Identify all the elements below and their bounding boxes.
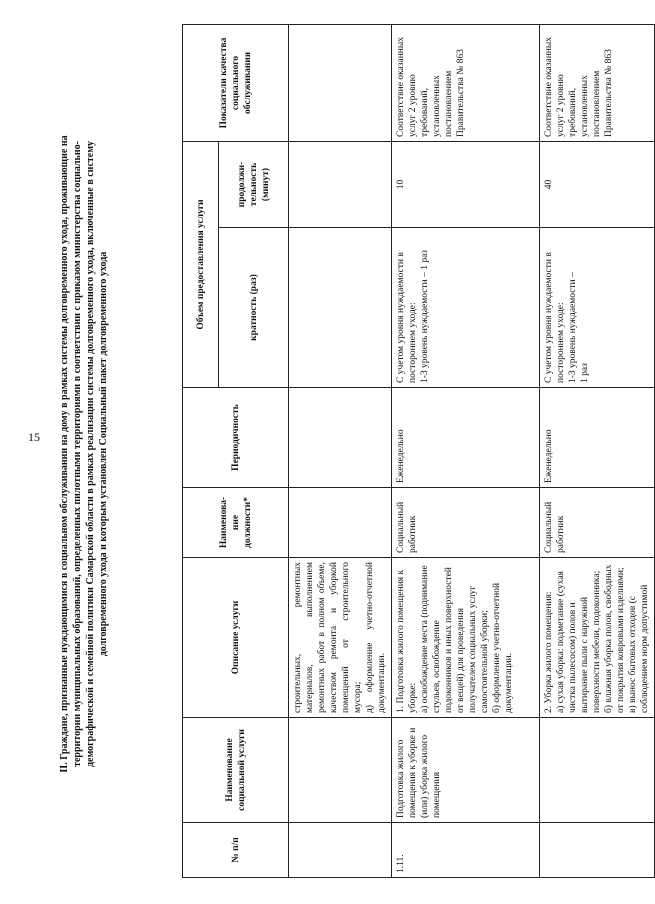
cell-periodicity [289, 388, 392, 488]
cell-multiplicity [289, 228, 392, 388]
cell-multiplicity: С учетом уровня нуждаемости в постороннем уходе: 1-3 уровень нуждаемости – 1 раз [392, 228, 540, 388]
header-service-name: Наименование социальной услуги [183, 718, 289, 823]
header-periodicity: Периодичность [183, 388, 289, 488]
table-row [392, 25, 540, 878]
cell-description: 1. Подготовка жилого помещения к уборке: а) освобождение места (поднимание стульев, освобождение подоконников и иных поверхностей от вещей) для проведения получателем социальных услуг самостоятельной уборки; б) оформление учетно-отчетной документации. [392, 558, 540, 718]
cell-service-name [289, 718, 392, 823]
cell-quality [289, 25, 392, 142]
header-num: № п/п [183, 823, 289, 878]
cell-service-name: Подготовка жилого помещения к уборке и (или) уборка жилого помещения [392, 718, 540, 823]
section-heading [52, 30, 182, 878]
cell-duration: 10 [392, 142, 540, 228]
cell-multiplicity: С учетом уровня нуждаемости в постороннем уходе: 1-3 уровень нуждаемости – 1 раз [540, 228, 655, 388]
cell-periodicity: Еженедельно [392, 388, 540, 488]
table-row [540, 25, 655, 878]
cell-position: Социальный работник [540, 488, 655, 558]
header-duration: продолжи-тельность (минут) [219, 142, 289, 228]
cell-duration [289, 142, 392, 228]
cell-duration: 40 [540, 142, 655, 228]
header-description: Описание услуги [183, 558, 289, 718]
rotated-page-content [52, 30, 650, 878]
header-multiplicity: кратность (раз) [219, 228, 289, 388]
cell-position: Социальный работник [392, 488, 540, 558]
cell-num: 1.11. [392, 823, 540, 878]
cell-service-name [540, 718, 655, 823]
table-row [289, 25, 392, 878]
cell-num [540, 823, 655, 878]
cell-position [289, 488, 392, 558]
heading-line: долговременного ухода и которым установлен Социальный пакет долговременного ухода [98, 251, 109, 657]
services-table [182, 24, 655, 878]
header-volume: Объем предоставления услуги [183, 142, 219, 388]
header-quality: Показатели качества социального обслуживания [183, 25, 289, 142]
header-position: Наименова-ние должности* [183, 488, 289, 558]
cell-description: 2. Уборка жилого помещения: а) сухая уборка: подметание (сухая чистка пылесосом) полов и вытирание пыли с наружной поверхности мебели, подоконника; б) влажная уборка полов, свободных от покрытия ковровыми изделиями; в) вынос бытовых отходов (с соблюдением норм допустимой [540, 558, 655, 718]
heading-line: территории муниципальных образований, определенных пилотными территориями в соответствии с приказом министерства социально- [72, 141, 83, 767]
cell-periodicity: Еженедельно [540, 388, 655, 488]
cell-quality: Соответствие оказанных услуг 2 уровню требований, установленных постановлением Правительства № 863 [540, 25, 655, 142]
heading-line: II. Граждане, признанные нуждающимися в социальном обслуживании на дому в рамках системы долговременного ухода, проживающие на [59, 135, 70, 773]
heading-line: демографической и семейной политики Самарской области в рамках реализации системы долговременного ухода, включенные в систему [85, 140, 96, 768]
page-number: 15 [28, 430, 40, 444]
table-header-row [183, 25, 219, 878]
cell-num [289, 823, 392, 878]
cell-description: строительных, ремонтных материалов, выполнением ремонтных работ в полном объеме, качеством ремонта и уборкой помещений от строительного мусора; д) оформление учетно-отчетной документации. [289, 558, 392, 718]
cell-quality: Соответствие оказанных услуг 2 уровню требований, установленных постановлением Правительства № 863 [392, 25, 540, 142]
